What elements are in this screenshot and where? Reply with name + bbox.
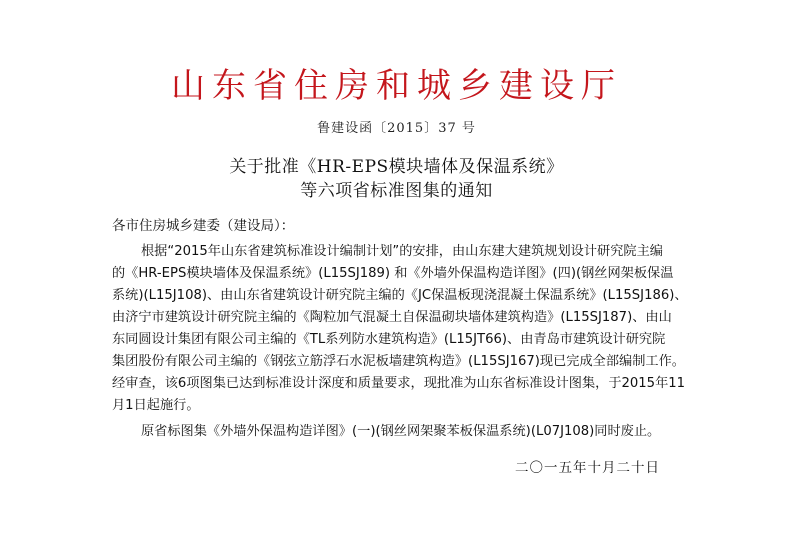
body-line: 根据“2015年山东省建筑标准设计编制计划”的安排，由山东建大建筑规划设计研究院主编: [141, 244, 663, 259]
issuing-agency-heading: 山东省住房和城乡建设厅: [171, 66, 622, 106]
body-line: 的《HR-EPS模块墙体及保温系统》(L15SJ189) 和《外墙外保温构造详图》(四)(钢丝网架板保温: [112, 266, 674, 281]
body-line: 系统)(L15J108)、由山东省建筑设计研究院主编的《JC保温板现浇混凝土保温系统》(L15SJ186)、: [112, 288, 688, 303]
body-line: 由济宁市建筑设计研究院主编的《陶粒加气混凝土自保温砌块墙体建筑构造》(L15SJ187)、由山: [112, 310, 672, 325]
body-line: 月1日起施行。: [112, 398, 200, 413]
salutation: 各市住房城乡建委（建设局）：: [112, 218, 295, 234]
notice-title-line-2: 等六项省标准图集的通知: [300, 181, 493, 201]
body-line: 东同圆设计集团有限公司主编的《TL系列防水建筑构造》(L15JT66)、由青岛市建筑设计研究院: [112, 332, 666, 347]
issue-date: 二〇一五年十月二十日: [515, 460, 660, 476]
body-paragraph-2: 原省标图集《外墙外保温构造详图》(一)(钢丝网架聚苯板保温系统)(L07J108)同时废止。: [141, 424, 661, 439]
document-number: 鲁建设函〔2015〕37 号: [317, 121, 476, 136]
notice-title-line-1: 关于批准《HR-EPS模块墙体及保温系统》: [229, 157, 564, 177]
body-line: 经审查，该6项图集已达到标准设计深度和质量要求，现批准为山东省标准设计图集，于2015年11: [112, 376, 686, 391]
body-line: 集团股份有限公司主编的《钢弦立筋浮石水泥板墙建筑构造》(L15SJ167)现已完成全部编制工作。: [112, 354, 685, 369]
